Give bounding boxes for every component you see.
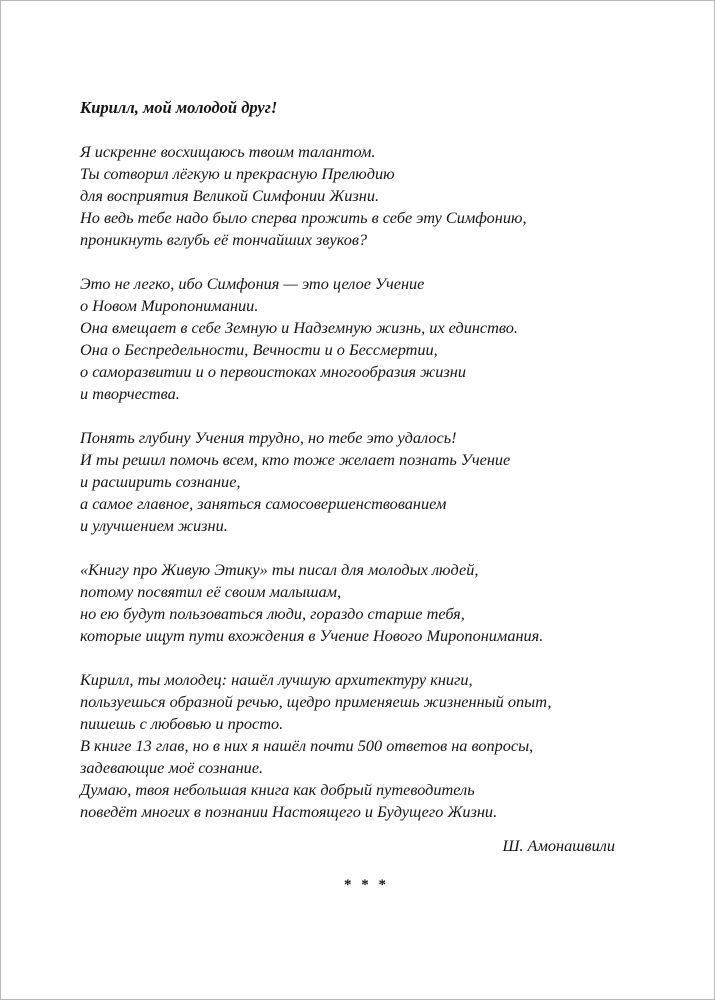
text-line: но ею будут пользоваться люди, гораздо старше тебя, bbox=[80, 604, 465, 623]
stanza-1 bbox=[80, 141, 640, 251]
text-line: о саморазвитии и о первоистоках многообразия жизни bbox=[80, 362, 466, 381]
text-line: Кирилл, ты молодец: нашёл лучшую архитектуру книги, bbox=[80, 670, 473, 689]
text-line: потому посвятил её своим малышам, bbox=[80, 582, 342, 601]
text-line: поведёт многих в познании Настоящего и Будущего Жизни. bbox=[80, 802, 498, 821]
stanza-2 bbox=[80, 273, 640, 405]
text-line: Это не легко, ибо Симфония — это целое Учение bbox=[80, 274, 425, 293]
text-line: и расширить сознание, bbox=[80, 472, 241, 491]
text-line: Думаю, твоя небольшая книга как добрый путеводитель bbox=[80, 780, 475, 799]
text-line: которые ищут пути вхождения в Учение Нового Миропонимания. bbox=[80, 626, 544, 645]
section-separator: * * * bbox=[344, 877, 389, 893]
text-line: Но ведь тебе надо было сперва прожить в себе эту Симфонию, bbox=[80, 208, 527, 227]
text-line: задевающие моё сознание. bbox=[80, 758, 264, 777]
text-line: пользуешься образной речью, щедро применяешь жизненный опыт, bbox=[80, 692, 552, 711]
text-line: Ты сотворил лёгкую и прекрасную Прелюдию bbox=[80, 164, 395, 183]
text-line: а самое главное, заняться самосовершенствованием bbox=[80, 494, 447, 513]
letter-greeting: Кирилл, мой молодой друг! bbox=[80, 98, 278, 117]
stanza-3 bbox=[80, 427, 640, 537]
letter-body bbox=[80, 97, 640, 845]
text-line: о Новом Миропонимании. bbox=[80, 296, 259, 315]
author-signature: Ш. Амонашвили bbox=[502, 836, 615, 855]
stanza-4 bbox=[80, 559, 640, 647]
text-line: В книге 13 глав, но в них я нашёл почти 500 ответов на вопросы, bbox=[80, 736, 534, 755]
text-line: и улучшением жизни. bbox=[80, 516, 228, 535]
text-line: И ты решил помочь всем, кто тоже желает познать Учение bbox=[80, 450, 511, 469]
text-line: Я искренне восхищаюсь твоим талантом. bbox=[80, 142, 376, 161]
text-line: Понять глубину Учения трудно, но тебе это удалось! bbox=[80, 428, 457, 447]
text-line: Она вмещает в себе Земную и Надземную жизнь, их единство. bbox=[80, 318, 518, 337]
text-line: пишешь с любовью и просто. bbox=[80, 714, 284, 733]
stanza-5 bbox=[80, 669, 640, 823]
text-line: и творчества. bbox=[80, 384, 180, 403]
text-line: Она о Беспредельности, Вечности и о Бессмертии, bbox=[80, 340, 438, 359]
text-line: для восприятия Великой Симфонии Жизни. bbox=[80, 186, 380, 205]
text-line: «Книгу про Живую Этику» ты писал для молодых людей, bbox=[80, 560, 479, 579]
text-line: проникнуть вглубь её тончайших звуков? bbox=[80, 230, 368, 249]
